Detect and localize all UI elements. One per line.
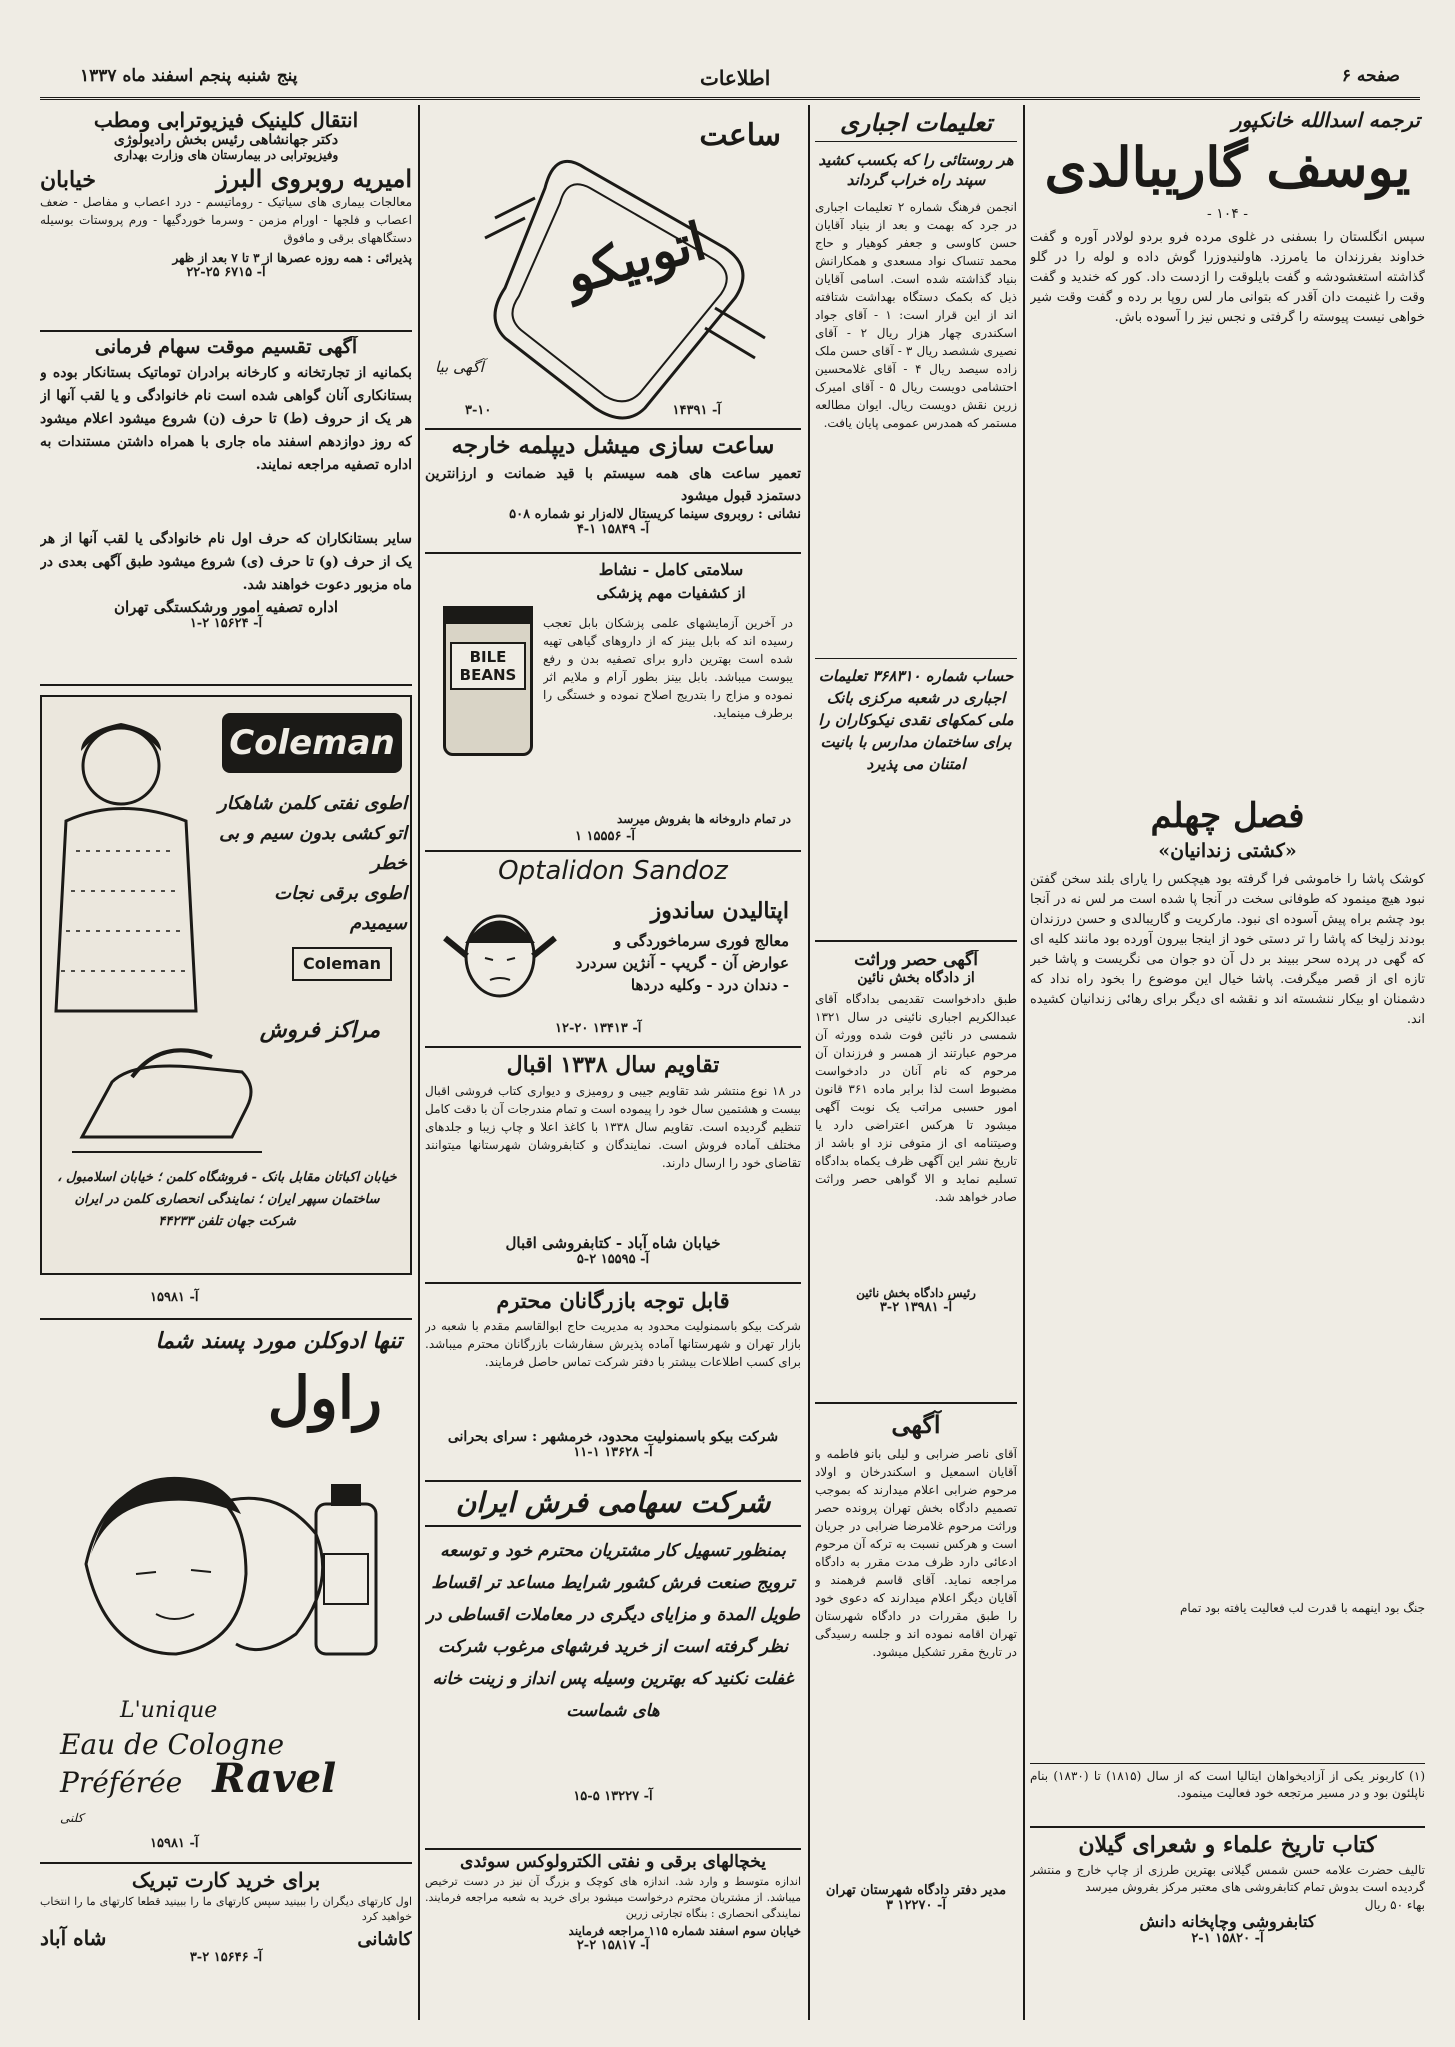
ravel-script-2: Eau de Cologne — [60, 1728, 285, 1761]
calendar-code: آ- ۱۵۵۹۵ ۲-۵ — [576, 1252, 650, 1267]
divider — [815, 940, 1017, 942]
court-notice-code: آ- ۱۲۲۷۰ ۳ — [886, 1898, 946, 1913]
coleman-badge: Coleman — [292, 947, 392, 981]
bilebeans-shop: در تمام داروخانه ها بفروش میرسد — [617, 812, 791, 826]
inheritance-sub: از دادگاه بخش نائین — [857, 970, 975, 986]
serial-intro: سپس انگلستان را بسفنی در غلوی مرده فرو بردو لولادر آوره و گفت خداوند بفرزندان ما یامرزد. هاولنیدوزرا گوش داده و لوله را در گلو گذاشته استغشودشه و گفت بایلوقت را ازدست داد. کور که خندید و گفت وقت را غنیمت دان آقدر که بتوانی مار لس روپا بر رده و گفت وقت شیر خواهی نیست پیوسته را گرفتی و نجس نیز را آسوده باش. — [1030, 230, 1425, 325]
coleman-line-1: اطوی نفتی کلمن شاهکار — [218, 793, 407, 814]
court-notice-court: مدیر دفتر دادگاه شهرستان تهران — [825, 1883, 1007, 1898]
repair-code: آ- ۱۵۸۴۹ ۱-۴ — [576, 522, 650, 537]
inheritance-body: طبق دادخواست تقدیمی بدادگاه آقای عبدالکریم اجباری نائینی در سال ۱۳۲۱ شمسی در نائین فوت شده وورثه آن مرحوم عبارتند از همسر و فرزندان آن مرحوم که نام آنان در دادخواست مضبوط است لذا برابر ماده ۳۶۱ قانون امور حسبی مراتب یک نوبت آگهی میشود تا هرکس اعتراضی دارد یا وصیتنامه ای از متوفی نزد او باشد از تاریخ نشر این آگهی ظرف یکماه بدادگاه تسلیم نماید و الا گواهی حصر وراثت صادر خواهد شد. — [815, 992, 1017, 1204]
carpet-body: بمنظور تسهیل کار مشتریان محترم خود و توسعه ترویج صنعت فرش کشور شرایط مساعد تر اقساط طویل المدة و مزایای دیگری در معاملات اقساطی در نظر گرفته است از خرید فرشهای مرغوب شرکت غفلت نکنید که بهترین وسیله پس انداز و زینت خانه های شماست — [425, 1541, 801, 1721]
book-ad-code: آ- ۱۵۸۲۰ ۱-۲ — [1191, 1931, 1264, 1946]
chapter-body: کوشک پاشا را خاموشی فرا گرفته بود هیچکس را یارای بلند سخن گفتن نبود هیچ مینمود که طوفانی سخت در آنجا پا شده است مر لس نه در آنجا بود چشم براه پیش آسوده ای نبود. مارکریت و گاریبالدی و حسن درزندان بودند زلیخا که پاشا را تر دستی خود از اینجا بیرون آورده بود مانند کلیه ای که گهی در پرده سحر ببیند بر دل آن دو جوان می نگریست و پاشا خبر تازه ای از قصر میگرفت. پاشا خیال این موضوع را بخود راه نداد که دشمنان او بیکار ننشسته اند و نقشه ای دیگر برای رهائی زندانیان کشیده اند. — [1030, 872, 1425, 1027]
lessons-account: حساب شماره ۳۶۸۳۱۰ تعلیمات اجباری در شعبه مرکزی بانک ملی کمکهای نقدی نیکوکاران را برای ساختمان مدارس با بانیت امتنان می پذیرد — [815, 658, 1017, 775]
divider — [815, 1402, 1017, 1404]
divider — [425, 850, 801, 852]
coleman-code: آ- ۱۵۹۸۱ — [150, 1290, 199, 1305]
clinic-line: وفیزیوترابی در بیمارستان های وزارت بهداری — [113, 148, 339, 162]
divider — [425, 552, 801, 554]
book-ad-title: کتاب تاریخ علماء و شعرای گیلان — [1078, 1832, 1377, 1858]
carpet-title: شرکت سهامی فرش ایران — [425, 1486, 801, 1527]
iron-illustration — [72, 1027, 262, 1167]
ravel-signature: کلنی — [60, 1811, 84, 1825]
optalidon-latin: Optalidon Sandoz — [498, 856, 728, 886]
fridge-ad — [425, 1852, 801, 1964]
page-number: صفحه ۶ — [1341, 66, 1400, 86]
issue-date: پنج شنبه پنجم اسفند ماه ۱۳۳۷ — [80, 66, 298, 86]
greeting-card-street: شاه آباد — [40, 1926, 107, 1950]
watch-word: ساعت — [699, 118, 781, 153]
divider — [40, 684, 412, 686]
book-ad-body: تالیف حضرت علامه حسن شمس گیلانی بهترین طرزی از چاپ خارج و منتشر گردیده است بدوش تمام کتابفروشی های معتبر مرکز بفروش میرسد — [1030, 1863, 1425, 1894]
lessons-body: انجمن فرهنگ شماره ۲ تعلیمات اجباری در جرد که بهمت و بعد از بنیاد آقایان حسن کاوسی و جعفر کوهیار و حاج محمد تنساک نواد مسعدی و همکارانش بنیاد گذاشته شده است. اسامی آقایان ذیل که بکمک دستگاه بهداشت شتافته اند از این قرار است: ۱ - آقای جواد اسکندری چهار هزار ریال ۲ - آقای نصیری ششصد ریال ۳ - آقای حسن ملک زاده سیصد ریال ۴ - آقای غلامحسین احتشامی دویست ریال ۵ - آقای امیرک زرین نقش دویست ریال. ایوان مطالعه مستمر که همدرس عمومی پایان یافت. — [815, 200, 1017, 430]
repair-title: ساعت سازی میشل دیپلمه خارجه — [451, 432, 775, 459]
book-ad-price: بهاء ۵۰ ریال — [1364, 1898, 1425, 1912]
coleman-ad — [40, 695, 412, 1275]
optalidon-title: اپتالیدن ساندوز — [650, 898, 789, 924]
serial-translator: ترجمه اسدالله خانکپور — [1231, 108, 1420, 132]
divider — [425, 428, 801, 430]
carpet-code: آ- ۱۳۲۲۷ ۵-۱۵ — [573, 1789, 653, 1804]
watch-code: آ- ۱۴۳۹۱ — [672, 403, 721, 418]
book-ad — [1030, 1832, 1425, 1962]
greeting-card-title: برای خرید کارت تبریک — [131, 1868, 321, 1892]
ravel-script-block — [60, 1694, 336, 1800]
watch-code-2: ۳-۱۰ — [465, 403, 492, 418]
repair-body: تعمیر ساعت های همه سیستم با قید ضمانت و ارزانترین دستمزد قبول میشود — [425, 466, 801, 504]
greeting-card-code: آ- ۱۵۶۴۶ ۲-۳ — [189, 1950, 263, 1965]
clinic-title: انتقال کلینیک فیزیوترابی ومطب — [93, 108, 359, 132]
column-rule — [1023, 105, 1025, 2020]
clinic-street-label: خیابان — [40, 167, 96, 193]
ravel-script-4: Ravel — [212, 1755, 337, 1802]
ravel-code: آ- ۱۵۹۸۱ — [150, 1836, 199, 1851]
ravel-script-3: Préférée — [60, 1766, 183, 1799]
woman-ironing-illustration — [46, 711, 206, 1041]
bazaar-code: آ- ۱۳۶۲۸ ۱-۱۱ — [573, 1445, 653, 1460]
calendar-ad — [425, 1052, 801, 1278]
court-notice-title: آگهی — [891, 1410, 941, 1439]
calendar-title: تقاویم سال ۱۳۳۸ اقبال — [506, 1052, 720, 1078]
clinic-code: آ- ۶۷۱۵ ۲۵-۲۲ — [186, 265, 266, 280]
watch-tagline: آگهی بیا — [435, 358, 484, 376]
bilebeans-headline: سلامتی کامل - نشاط — [598, 560, 744, 579]
divider — [425, 1848, 801, 1850]
lessons-title: تعلیمات اجباری — [815, 108, 1017, 142]
headache-face-illustration — [435, 898, 565, 1008]
divider — [40, 330, 412, 332]
greeting-card-shop: کاشانی — [357, 1929, 412, 1950]
court-notice — [815, 1410, 1017, 1960]
coleman-logo: Coleman — [222, 713, 402, 773]
coleman-center-title: مراکز فروش — [259, 1017, 381, 1043]
bazaar-address: شرکت بیکو باسمنوليت محدود، خرمشهر : سرای بحرانی — [447, 1429, 779, 1445]
shares-notice — [40, 336, 412, 666]
coleman-dealers: خیابان اکباتان مقابل بانک - فروشگاه کلمن ؛ خیابان اسلامبول ، ساختمان سپهر ایران ؛ نمایندگی انحصاری کلمن در ایران شرکت جهان تلفن ۴۴۲۳۳ — [57, 1170, 397, 1229]
clinic-street: امیریه روبروی البرز — [216, 164, 412, 193]
watch-brand: اتوبیکو — [559, 210, 713, 307]
repair-address: نشانی : روبروی سینما کریستال لاله‌زار نو شماره ۵۰۸ — [509, 507, 801, 522]
bilebeans-label-2: BEANS — [459, 666, 517, 684]
carpet-company-ad — [425, 1486, 801, 1846]
serial-title: یوسف گاریبالدی — [1044, 135, 1411, 199]
fridge-title: یخچالهای برقی و نفتی الکترولوکس سوئدی — [460, 1852, 766, 1872]
coleman-line-3: اطوی برقی نجات سیمیدم — [274, 883, 407, 934]
chapter-subtitle: «کشتی زندانیان» — [1158, 840, 1297, 862]
inheritance-code: آ- ۱۳۹۸۱ ۲-۳ — [879, 1300, 953, 1315]
shares-sign: اداره تصفیه امور ورشکستگی تهران — [113, 598, 339, 616]
bazaar-ad — [425, 1288, 801, 1478]
bazaar-body: شرکت بیکو باسمنوليت محدود به مدیریت حاج ابوالقاسم مقدم با شعبه در بازار تهران و شهرستانها آماده پذیرش سفارشات بازرگانان محترم میباشد. برای کسب اطلاعات بیشتر با دفتر شرکت تماس حاصل فرمایند. — [425, 1319, 801, 1369]
clinic-hours: پذیرائی : همه روزه عصرها از ۳ تا ۷ بعد از ظهر — [172, 251, 412, 265]
watch-ad — [425, 108, 801, 428]
chapter-end-note: جنگ بود اینهمه با قدرت لب فعالیت یافته بود تمام — [1179, 1601, 1425, 1615]
bilebeans-sub: از کشفیات مهم پزشکی — [596, 584, 746, 602]
bazaar-title: قابل توجه بازرگانان محترم — [496, 1288, 730, 1313]
shares-code: آ- ۱۵۶۲۴ ۲-۱ — [189, 616, 263, 631]
divider — [425, 1282, 801, 1284]
shares-body: بکمانیه از تجارتخانه و کارخانه برادران توماتیک بستانکار بوده و بستانکاری آنان گواهی شده است نام خانوادگی و یا لقب آنها از هر یک از حروف (ط) تا حرف (ن) شروع میشود اعلام میشود که روز دوازدهم اسفند ماه جاری با همراه داشتن مستندات به اداره تصفیه مراجعه نمایند. — [40, 365, 412, 473]
inheritance-title: آگهی حصر وراثت — [854, 950, 978, 970]
inheritance-sign: رئیس دادگاه بخش نائین — [856, 1286, 976, 1300]
clinic-body: معالجات بیماری های سیاتیک - روماتیسم - درد اعصاب و مفاصل - ضعف اعصاب و فلجها - اورام مزمن - وسرما خوردگیها - ورم پروستات بوسیله دستگاههای برقی و مافوق — [40, 195, 412, 245]
optalidon-code: آ- ۱۳۴۱۳ ۲۰-۱۲ — [555, 1021, 642, 1036]
divider — [425, 1046, 801, 1048]
optalidon-ad — [425, 854, 801, 1044]
book-ad-seller: کتابفروشی وچاپخانه دانش — [1139, 1912, 1316, 1931]
serial-story — [1030, 108, 1425, 1818]
column-rule — [808, 105, 810, 2020]
page-header — [40, 60, 1420, 100]
paper-name: اطلاعات — [700, 66, 771, 90]
calendar-address: خیابان شاه آباد - کتابفروشی اقبال — [505, 1234, 721, 1252]
chapter-title: فصل چهلم — [1150, 796, 1305, 836]
ravel-headline: تنها ادوکلن مورد پسند شما — [155, 1328, 402, 1354]
calendar-body: در ۱۸ نوع منتشر شد تقاویم جیبی و رومیزی و دیواری کتاب فروشی اقبال بیست و هشتمین سال خود را پیموده است و تمام مندرجات آن با دقت کامل تنظیم گردیده است. تقاویم سال ۱۳۳۸ با کاغذ اعلا و چاپ زیبا و جلدهای مختلف آماده فروش است. نمایندگان و کتابفروشان شهرستانها میتوانند تقاضای خود را ارسال دارند. — [425, 1084, 801, 1170]
greeting-card-ad — [40, 1868, 412, 1968]
fridge-body: اندازه متوسط و وارد شد. اندازه های کوچک و بزرگ آن نیز در دست ترخیص میباشد. از مشتریان محترم درخواست میشود برای خرید به شعبه مراجعه فرمایند. نمایندگی انحصاری : بنگاه تجارتی زرین — [425, 1875, 801, 1920]
inheritance-notice — [815, 950, 1017, 1350]
shares-title: آگهی تقسیم موقت سهام فرمانی — [94, 336, 358, 358]
divider — [40, 1862, 412, 1864]
serial-episode: - ۱۰۴ - — [1207, 206, 1248, 222]
lessons-notice — [815, 108, 1017, 788]
bilebeans-body: در آخرین آزمایشهای علمی پزشکان بابل تعجب رسیده اند که بابل بینز که از داروهای گیاهی تهیه شده است بهترین دارو برای تصفیه بدن و رفع یبوست میباشد. بابل بینز بطور آرام و ملایم اثر نموده و مزاج را بتدریج اصلاح نموده و خستگی را برطرف مینماید. — [543, 616, 793, 720]
ravel-script-1: L'unique — [120, 1698, 218, 1723]
coleman-line-2: اتو کشی بدون سیم و بی خطر — [219, 823, 407, 874]
serial-footnote: (۱) کاربونر یکی از آزادیخواهان ایتالیا است که از سال (۱۸۱۵) تا (۱۸۳۰) بنام ناپلئون بود و در مسیر مرتجعه خود فعالیت مینمود. — [1030, 1763, 1425, 1802]
bilebeans-bottle — [443, 606, 533, 756]
bilebeans-ad — [425, 556, 801, 848]
repair-ad — [425, 432, 801, 550]
optalidon-body: معالج فوری سرماخوردگی و عوارض آن - گریپ - آنژین سردرد - دندان درد - وکلیه دردها — [575, 932, 789, 994]
clinic-doctor: دکتر جهانشاهی رئیس بخش رادیولوژی — [113, 132, 339, 148]
bilebeans-label-1: BILE — [469, 648, 507, 666]
bilebeans-code: آ- ۱۵۵۵۶ ۱ — [575, 829, 635, 844]
column-rule — [418, 105, 420, 2020]
divider — [40, 1318, 412, 1320]
greeting-card-body: اول کارتهای دیگران را ببینید سپس کارتهای ما را ببینید قطعا کارتهای ما را انتخاب خواهید کرد — [40, 1895, 412, 1923]
clinic-ad — [40, 108, 412, 330]
ravel-brand: راول — [267, 1364, 382, 1432]
court-notice-body: آقای ناصر ضرابی و لیلی بانو فاطمه و آقایان اسمعیل و اسکندرخان و اولاد مرحوم ضرابی اعلام میدارند که بموجب تصمیم دادگاه بخش تهران پرونده حصر وراثت مرحوم غلامرضا ضرابی در جریان است و هرکس نسبت به ترکه آن مرحوم ادعائی دارد ظرف مدت مقرر به دادگاه مراجعه نماید. آقای قاسم فرهمند و آقایان دیگر اعلام میدارند که دعوی خود را طبق مقررات در دادگاه شهرستان تهران اقامه نموده اند و جلسه رسیدگی در تاریخ مقرر تشکیل میشود. — [815, 1447, 1017, 1659]
lessons-subtitle: هر روستائی را که بکسب کشید سپند راه خراب گرداند — [818, 151, 1014, 189]
divider — [425, 1480, 801, 1482]
fridge-code: آ- ۱۵۸۱۷ ۲-۲ — [576, 1938, 650, 1953]
divider — [1030, 1826, 1425, 1828]
fridge-address: خیابان سوم اسفند شماره ۱۱۵ مراجعه فرمایند — [568, 1924, 801, 1938]
shares-body-2: سایر بستانکاران که حرف اول نام خانوادگی یا لقب آنها از هر یک از حرف (و) تا حرف (ی) شروع میشود طبق آگهی بعدی در ماه مزبور دعوت خواهند شد. — [40, 531, 412, 593]
ravel-ad — [40, 1324, 412, 1829]
